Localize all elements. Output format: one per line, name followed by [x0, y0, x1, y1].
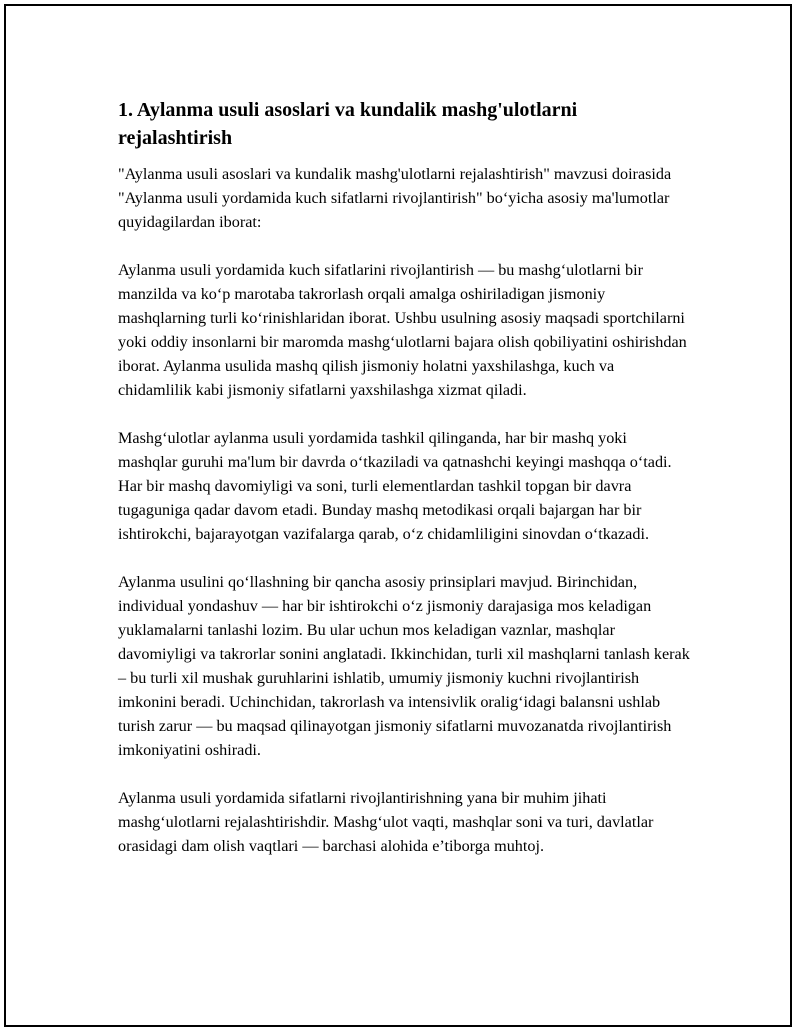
- paragraph-definition: Aylanma usuli yordamida kuch sifatlarini rivojlantirish — bu mashg‘ulotlarni bir manzilda va ko‘p marotaba takrorlash orqali amalga oshiriladigan jismoniy mashqlarning turli ko‘rinishlaridan iborat. Ushbu usulning asosiy maqsadi sportchilarni yoki oddiy insonlarni bir maromda mashg‘ulotlarni bajara olish qobiliyatini oshirishdan iborat. Aylanma usulida mashq qilish jismoniy holatni yaxshilashga, kuch va chidamlilik kabi jismoniy sifatlarni yaxshilashga xizmat qiladi.: [118, 261, 687, 399]
- paragraph-planning: Aylanma usuli yordamida sifatlarni rivojlantirishning yana bir muhim jihati mashg‘ulotlarni rejalashtirishdir. Mashg‘ulot vaqti, mashqlar soni va turi, davlatlar orasidagi dam olish vaqtlari — barchasi alohida e’tiborga muhtoj.: [118, 789, 654, 855]
- paragraph-principles: Aylanma usulini qo‘llashning bir qancha asosiy prinsiplari mavjud. Birinchidan, individual yondashuv — har bir ishtirokchi o‘z jismoniy darajasiga mos keladigan yuklamalarni tanlashi lozim. Bu ular uchun mos keladigan vaznlar, mashqlar davomiyligi va takrorlar sonini anglatadi. Ikkinchidan, turli xil mashqlarni tanlash kerak – bu turli xil mushak guruhlarini ishlatib, umumiy jismoniy kuchni rivojlantirish imkonini beradi. Uchinchidan, takrorlash va intensivlik oralig‘idagi balansni ushlab turish zarur — bu maqsad qilinayotgan jismoniy sifatlarni muvozanatda rivojlantirish imkoniyatini oshiradi.: [118, 573, 690, 759]
- paragraph-intro: "Aylanma usuli asoslari va kundalik mashg'ulotlarni rejalashtirish" mavzusi doirasida "Aylanma usuli yordamida kuch sifatlarni rivojlantirish" bo‘yicha asosiy ma'lumotlar quyidagilardan iborat:: [118, 165, 672, 231]
- section-heading: 1. Aylanma usuli asoslari va kundalik mashg'ulotlarni rejalashtirish: [118, 99, 578, 149]
- document-body: [118, 96, 690, 882]
- paragraph-organization: Mashg‘ulotlar aylanma usuli yordamida tashkil qilinganda, har bir mashq yoki mashqlar guruhi ma'lum bir davrda o‘tkaziladi va qatnashchi keyingi mashqqa o‘tadi. Har bir mashq davomiyligi va soni, turli elementlardan tashkil topgan bir davra tugaguniga qadar davom etadi. Bunday mashq metodikasi orqali bajargan har bir ishtirokchi, bajarayotgan vazifalarga qarab, o‘z chidamliligini sinovdan o‘tkazadi.: [118, 429, 672, 543]
